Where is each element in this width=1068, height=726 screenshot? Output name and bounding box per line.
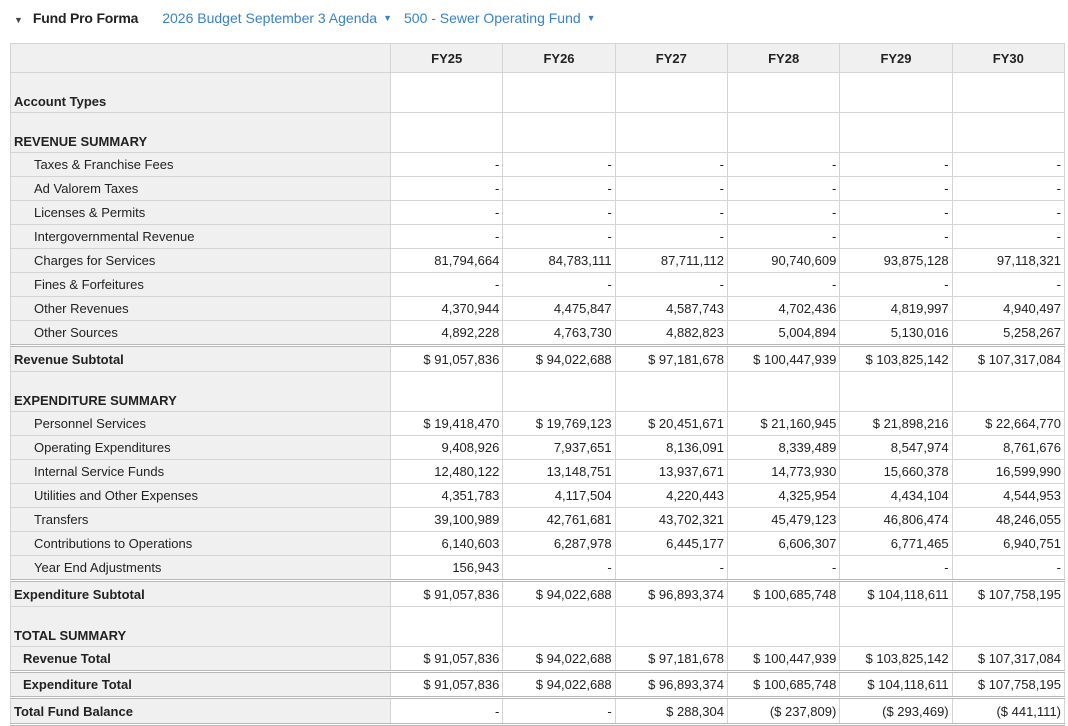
cell-fy26[interactable]: $ 94,022,688 (503, 346, 615, 372)
cell-fy27[interactable]: - (615, 177, 727, 201)
cell-fy27[interactable] (615, 73, 727, 113)
cell-fy25[interactable]: - (391, 177, 503, 201)
cell-fy27[interactable]: - (615, 556, 727, 581)
cell-fy26[interactable]: - (503, 556, 615, 581)
cell-fy27[interactable]: 13,937,671 (615, 460, 727, 484)
cell-fy28[interactable]: 45,479,123 (727, 508, 839, 532)
cell-fy26[interactable]: - (503, 225, 615, 249)
cell-fy25[interactable]: - (391, 201, 503, 225)
column-header-fy25: FY25 (391, 44, 503, 73)
cell-fy28[interactable]: $ 100,447,939 (727, 647, 839, 672)
row-label: REVENUE SUMMARY (11, 113, 391, 153)
fund-label: 500 - Sewer Operating Fund (404, 10, 581, 26)
cell-fy28[interactable] (727, 607, 839, 647)
cell-fy27[interactable]: 4,587,743 (615, 297, 727, 321)
cell-fy28[interactable] (727, 73, 839, 113)
table-row (11, 225, 1065, 249)
cell-fy30[interactable]: 97,118,321 (952, 249, 1064, 273)
cell-fy27[interactable]: $ 96,893,374 (615, 581, 727, 607)
table-row (11, 321, 1065, 346)
cell-fy25[interactable]: 4,892,228 (391, 321, 503, 346)
cell-fy28[interactable]: $ 21,160,945 (727, 412, 839, 436)
cell-fy29[interactable]: - (840, 153, 952, 177)
cell-fy27[interactable]: $ 20,451,671 (615, 412, 727, 436)
row-label: Revenue Subtotal (11, 346, 391, 372)
cell-fy28[interactable]: 8,339,489 (727, 436, 839, 460)
cell-fy29[interactable]: ($ 293,469) (840, 698, 952, 725)
cell-fy29[interactable] (840, 113, 952, 153)
row-label: Expenditure Subtotal (11, 581, 391, 607)
table-row (11, 201, 1065, 225)
cell-fy27[interactable]: - (615, 201, 727, 225)
header-corner (11, 44, 391, 73)
scenario-dropdown[interactable] (162, 10, 392, 26)
cell-fy27[interactable]: - (615, 153, 727, 177)
cell-fy30[interactable] (952, 73, 1064, 113)
section-header-row (11, 372, 1065, 412)
cell-fy30[interactable]: 6,940,751 (952, 532, 1064, 556)
cell-fy25[interactable]: 4,351,783 (391, 484, 503, 508)
cell-fy26[interactable]: 6,287,978 (503, 532, 615, 556)
cell-fy25[interactable] (391, 73, 503, 113)
cell-fy28[interactable]: 5,004,894 (727, 321, 839, 346)
cell-fy30[interactable]: $ 22,664,770 (952, 412, 1064, 436)
cell-fy29[interactable] (840, 73, 952, 113)
cell-fy28[interactable]: - (727, 225, 839, 249)
cell-fy30[interactable]: 5,258,267 (952, 321, 1064, 346)
cell-fy25[interactable]: 81,794,664 (391, 249, 503, 273)
cell-fy30[interactable]: - (952, 201, 1064, 225)
subtotal-row (11, 581, 1065, 607)
subtotal-row (11, 647, 1065, 672)
cell-fy27[interactable] (615, 113, 727, 153)
column-header-fy27: FY27 (615, 44, 727, 73)
table-row (11, 484, 1065, 508)
row-label: Year End Adjustments (11, 556, 391, 581)
cell-fy25[interactable] (391, 372, 503, 412)
cell-fy27[interactable]: - (615, 273, 727, 297)
table-row (11, 532, 1065, 556)
row-label: Fines & Forfeitures (11, 273, 391, 297)
cell-fy29[interactable]: 4,819,997 (840, 297, 952, 321)
subtotal-row (11, 672, 1065, 698)
cell-fy30[interactable] (952, 607, 1064, 647)
report-header (14, 8, 608, 28)
cell-fy27[interactable]: 4,882,823 (615, 321, 727, 346)
row-label: Other Sources (11, 321, 391, 346)
row-label: EXPENDITURE SUMMARY (11, 372, 391, 412)
cell-fy26[interactable]: 4,763,730 (503, 321, 615, 346)
cell-fy29[interactable]: 46,806,474 (840, 508, 952, 532)
cell-fy26[interactable] (503, 113, 615, 153)
cell-fy28[interactable]: 14,773,930 (727, 460, 839, 484)
cell-fy28[interactable]: - (727, 177, 839, 201)
row-label: Expenditure Total (11, 672, 391, 698)
cell-fy30[interactable]: 4,544,953 (952, 484, 1064, 508)
row-label: Operating Expenditures (11, 436, 391, 460)
cell-fy29[interactable]: $ 21,898,216 (840, 412, 952, 436)
cell-fy29[interactable] (840, 372, 952, 412)
cell-fy28[interactable]: - (727, 201, 839, 225)
cell-fy27[interactable]: - (615, 225, 727, 249)
cell-fy28[interactable] (727, 372, 839, 412)
cell-fy30[interactable] (952, 113, 1064, 153)
cell-fy25[interactable] (391, 607, 503, 647)
cell-fy26[interactable]: 4,117,504 (503, 484, 615, 508)
cell-fy26[interactable]: 7,937,651 (503, 436, 615, 460)
chevron-down-icon: ▼ (586, 13, 596, 23)
cell-fy25[interactable]: $ 91,057,836 (391, 581, 503, 607)
chevron-down-icon: ▼ (383, 13, 392, 23)
cell-fy28[interactable]: - (727, 273, 839, 297)
table-row (11, 249, 1065, 273)
cell-fy27[interactable] (615, 607, 727, 647)
cell-fy28[interactable]: 4,702,436 (727, 297, 839, 321)
cell-fy28[interactable] (727, 113, 839, 153)
table-row (11, 297, 1065, 321)
cell-fy25[interactable]: 6,140,603 (391, 532, 503, 556)
cell-fy30[interactable]: $ 107,317,084 (952, 647, 1064, 672)
row-label: Charges for Services (11, 249, 391, 273)
cell-fy26[interactable] (503, 372, 615, 412)
cell-fy30[interactable]: - (952, 273, 1064, 297)
cell-fy25[interactable]: - (391, 273, 503, 297)
cell-fy29[interactable]: $ 103,825,142 (840, 346, 952, 372)
cell-fy25[interactable]: - (391, 153, 503, 177)
section-header-row (11, 113, 1065, 153)
row-label: TOTAL SUMMARY (11, 607, 391, 647)
cell-fy26[interactable]: - (503, 177, 615, 201)
column-header-fy28: FY28 (727, 44, 839, 73)
cell-fy26[interactable]: $ 19,769,123 (503, 412, 615, 436)
cell-fy30[interactable]: 16,599,990 (952, 460, 1064, 484)
cell-fy29[interactable]: - (840, 225, 952, 249)
cell-fy29[interactable]: - (840, 556, 952, 581)
cell-fy30[interactable]: - (952, 153, 1064, 177)
cell-fy25[interactable]: $ 91,057,836 (391, 647, 503, 672)
cell-fy28[interactable]: $ 100,447,939 (727, 346, 839, 372)
row-label: Total Fund Balance (11, 698, 391, 725)
cell-fy30[interactable]: - (952, 177, 1064, 201)
cell-fy27[interactable]: 43,702,321 (615, 508, 727, 532)
row-label: Personnel Services (11, 412, 391, 436)
cell-fy30[interactable]: - (952, 225, 1064, 249)
cell-fy29[interactable]: - (840, 273, 952, 297)
table-row (11, 436, 1065, 460)
row-label: Revenue Total (11, 647, 391, 672)
fund-pro-forma-table (10, 43, 1065, 726)
cell-fy28[interactable]: ($ 237,809) (727, 698, 839, 725)
row-label: Intergovernmental Revenue (11, 225, 391, 249)
cell-fy30[interactable] (952, 372, 1064, 412)
cell-fy26[interactable]: - (503, 698, 615, 725)
cell-fy30[interactable]: $ 107,758,195 (952, 672, 1064, 698)
cell-fy27[interactable]: $ 97,181,678 (615, 346, 727, 372)
cell-fy29[interactable]: 93,875,128 (840, 249, 952, 273)
cell-fy27[interactable]: 4,220,443 (615, 484, 727, 508)
section-header-row (11, 73, 1065, 113)
cell-fy28[interactable]: $ 100,685,748 (727, 581, 839, 607)
scenario-label: 2026 Budget September 3 Agenda (162, 10, 378, 26)
row-label: Transfers (11, 508, 391, 532)
report-title: Fund Pro Forma (32, 10, 139, 26)
section-header-row (11, 607, 1065, 647)
cell-fy27[interactable]: 87,711,112 (615, 249, 727, 273)
cell-fy25[interactable]: 12,480,122 (391, 460, 503, 484)
cell-fy30[interactable]: ($ 441,111) (952, 698, 1064, 725)
cell-fy26[interactable]: - (503, 153, 615, 177)
cell-fy29[interactable]: - (840, 177, 952, 201)
cell-fy26[interactable]: 13,148,751 (503, 460, 615, 484)
cell-fy29[interactable]: 8,547,974 (840, 436, 952, 460)
row-label: Taxes & Franchise Fees (11, 153, 391, 177)
cell-fy27[interactable] (615, 372, 727, 412)
cell-fy25[interactable]: - (391, 698, 503, 725)
cell-fy25[interactable] (391, 113, 503, 153)
cell-fy26[interactable]: - (503, 273, 615, 297)
subtotal-row (11, 346, 1065, 372)
collapse-caret-icon[interactable]: ▼ (14, 14, 23, 25)
table-row (11, 412, 1065, 436)
fund-dropdown[interactable] (404, 10, 596, 26)
table-row (11, 177, 1065, 201)
cell-fy29[interactable]: $ 103,825,142 (840, 647, 952, 672)
header-row (11, 44, 1065, 73)
cell-fy28[interactable]: - (727, 556, 839, 581)
cell-fy25[interactable]: $ 91,057,836 (391, 346, 503, 372)
column-header-fy29: FY29 (840, 44, 952, 73)
cell-fy28[interactable]: 4,325,954 (727, 484, 839, 508)
cell-fy28[interactable]: 90,740,609 (727, 249, 839, 273)
cell-fy30[interactable]: $ 107,317,084 (952, 346, 1064, 372)
cell-fy27[interactable]: 8,136,091 (615, 436, 727, 460)
table-row (11, 273, 1065, 297)
cell-fy26[interactable]: $ 94,022,688 (503, 647, 615, 672)
cell-fy27[interactable]: $ 96,893,374 (615, 672, 727, 698)
table-row (11, 556, 1065, 581)
row-label: Account Types (11, 73, 391, 113)
cell-fy30[interactable]: 8,761,676 (952, 436, 1064, 460)
row-label: Contributions to Operations (11, 532, 391, 556)
cell-fy27[interactable]: 6,445,177 (615, 532, 727, 556)
cell-fy30[interactable]: 48,246,055 (952, 508, 1064, 532)
cell-fy29[interactable] (840, 607, 952, 647)
row-label: Internal Service Funds (11, 460, 391, 484)
row-label: Ad Valorem Taxes (11, 177, 391, 201)
cell-fy25[interactable]: 4,370,944 (391, 297, 503, 321)
cell-fy26[interactable]: 42,761,681 (503, 508, 615, 532)
cell-fy29[interactable]: 6,771,465 (840, 532, 952, 556)
cell-fy25[interactable]: 39,100,989 (391, 508, 503, 532)
cell-fy30[interactable]: 4,940,497 (952, 297, 1064, 321)
cell-fy25[interactable]: 9,408,926 (391, 436, 503, 460)
column-header-fy26: FY26 (503, 44, 615, 73)
cell-fy28[interactable]: $ 100,685,748 (727, 672, 839, 698)
cell-fy29[interactable]: 4,434,104 (840, 484, 952, 508)
cell-fy27[interactable]: $ 97,181,678 (615, 647, 727, 672)
column-header-fy30: FY30 (952, 44, 1064, 73)
cell-fy29[interactable]: 5,130,016 (840, 321, 952, 346)
cell-fy26[interactable] (503, 607, 615, 647)
table-row (11, 153, 1065, 177)
cell-fy29[interactable]: $ 104,118,611 (840, 672, 952, 698)
cell-fy25[interactable]: $ 91,057,836 (391, 672, 503, 698)
cell-fy25[interactable]: - (391, 225, 503, 249)
cell-fy25[interactable]: 156,943 (391, 556, 503, 581)
cell-fy30[interactable]: - (952, 556, 1064, 581)
cell-fy25[interactable]: $ 19,418,470 (391, 412, 503, 436)
cell-fy26[interactable] (503, 73, 615, 113)
cell-fy29[interactable]: $ 104,118,611 (840, 581, 952, 607)
cell-fy26[interactable]: - (503, 201, 615, 225)
cell-fy27[interactable]: $ 288,304 (615, 698, 727, 725)
row-label: Other Revenues (11, 297, 391, 321)
cell-fy26[interactable]: $ 94,022,688 (503, 672, 615, 698)
cell-fy26[interactable]: 4,475,847 (503, 297, 615, 321)
cell-fy26[interactable]: 84,783,111 (503, 249, 615, 273)
row-label: Utilities and Other Expenses (11, 484, 391, 508)
cell-fy29[interactable]: 15,660,378 (840, 460, 952, 484)
table-row (11, 460, 1065, 484)
table-row (11, 508, 1065, 532)
cell-fy26[interactable]: $ 94,022,688 (503, 581, 615, 607)
subtotal-row (11, 698, 1065, 725)
cell-fy30[interactable]: $ 107,758,195 (952, 581, 1064, 607)
cell-fy28[interactable]: 6,606,307 (727, 532, 839, 556)
row-label: Licenses & Permits (11, 201, 391, 225)
cell-fy29[interactable]: - (840, 201, 952, 225)
cell-fy28[interactable]: - (727, 153, 839, 177)
